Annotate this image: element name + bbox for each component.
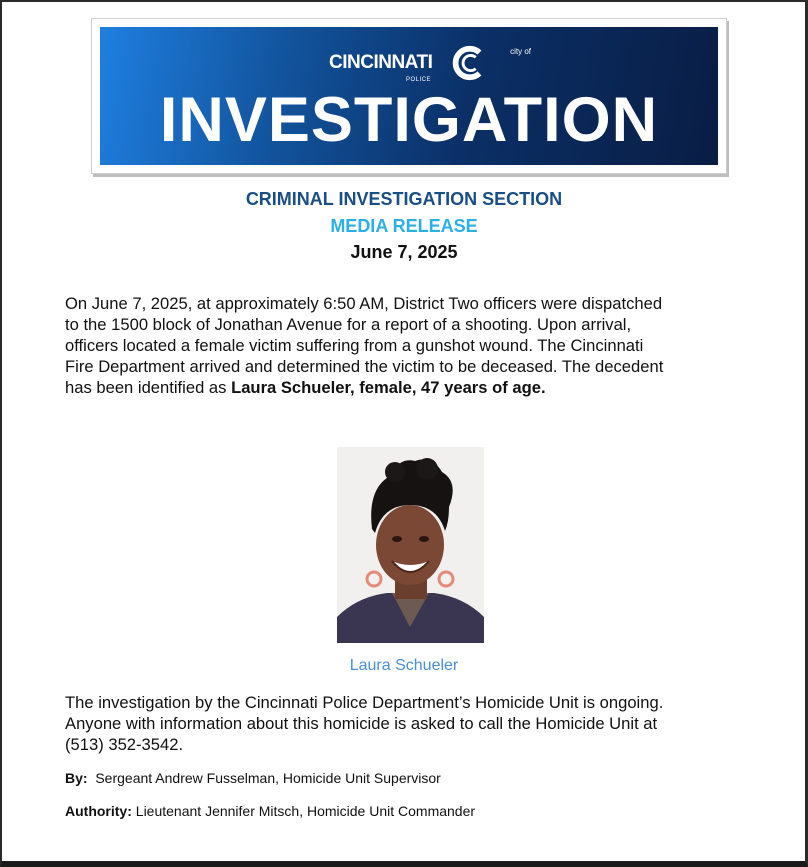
intro-line [65,377,755,398]
closing-paragraph [65,692,755,755]
authority-value: Lieutenant Jennifer Mitsch, Homicide Unit Commander [135,803,476,819]
identified-prefix: has been identified as [65,378,232,397]
closing-line: (513) 352-3542. [65,735,184,754]
by-label: By: [65,770,88,786]
logo-city-name: CINCINNATI [329,52,433,73]
banner-background [100,27,718,165]
banner-title: INVESTIGATION [159,85,659,155]
cincinnati-c-logo-icon [451,44,489,82]
logo-city-text: city of [510,47,531,56]
intro-line: On June 7, 2025, at approximately 6:50 AM, District Two officers were dispatched [65,294,663,313]
section-title: CRIMINAL INVESTIGATION SECTION [245,189,563,209]
closing-line: Anyone with information about this homicide is asked to call the Homicide Unit at [65,714,658,733]
intro-line: Fire Department arrived and determined the victim to be deceased. The decedent [65,357,664,376]
closing-line: The investigation by the Cincinnati Police Department’s Homicide Unit is ongoing. [65,693,664,712]
victim-photo [337,447,484,643]
release-date: June 7, 2025 [350,242,458,262]
intro-paragraph [65,293,755,398]
authority-label: Authority: [65,803,132,819]
intro-line: officers located a female victim suffering from a gunshot wound. The Cincinnati [65,336,644,355]
photo-caption: Laura Schueler [349,657,459,674]
intro-line: to the 1500 block of Jonathan Avenue for a report of a shooting. Upon arrival, [65,315,632,334]
release-type: MEDIA RELEASE [330,216,478,236]
investigation-banner [91,18,727,174]
victim-identity: Laura Schueler, female, 47 years of age. [231,378,546,397]
by-value: Sergeant Andrew Fusselman, Homicide Unit Supervisor [95,770,441,786]
by-line [65,770,441,786]
authority-line [65,803,475,819]
logo-police-text: POLICE [406,77,432,83]
